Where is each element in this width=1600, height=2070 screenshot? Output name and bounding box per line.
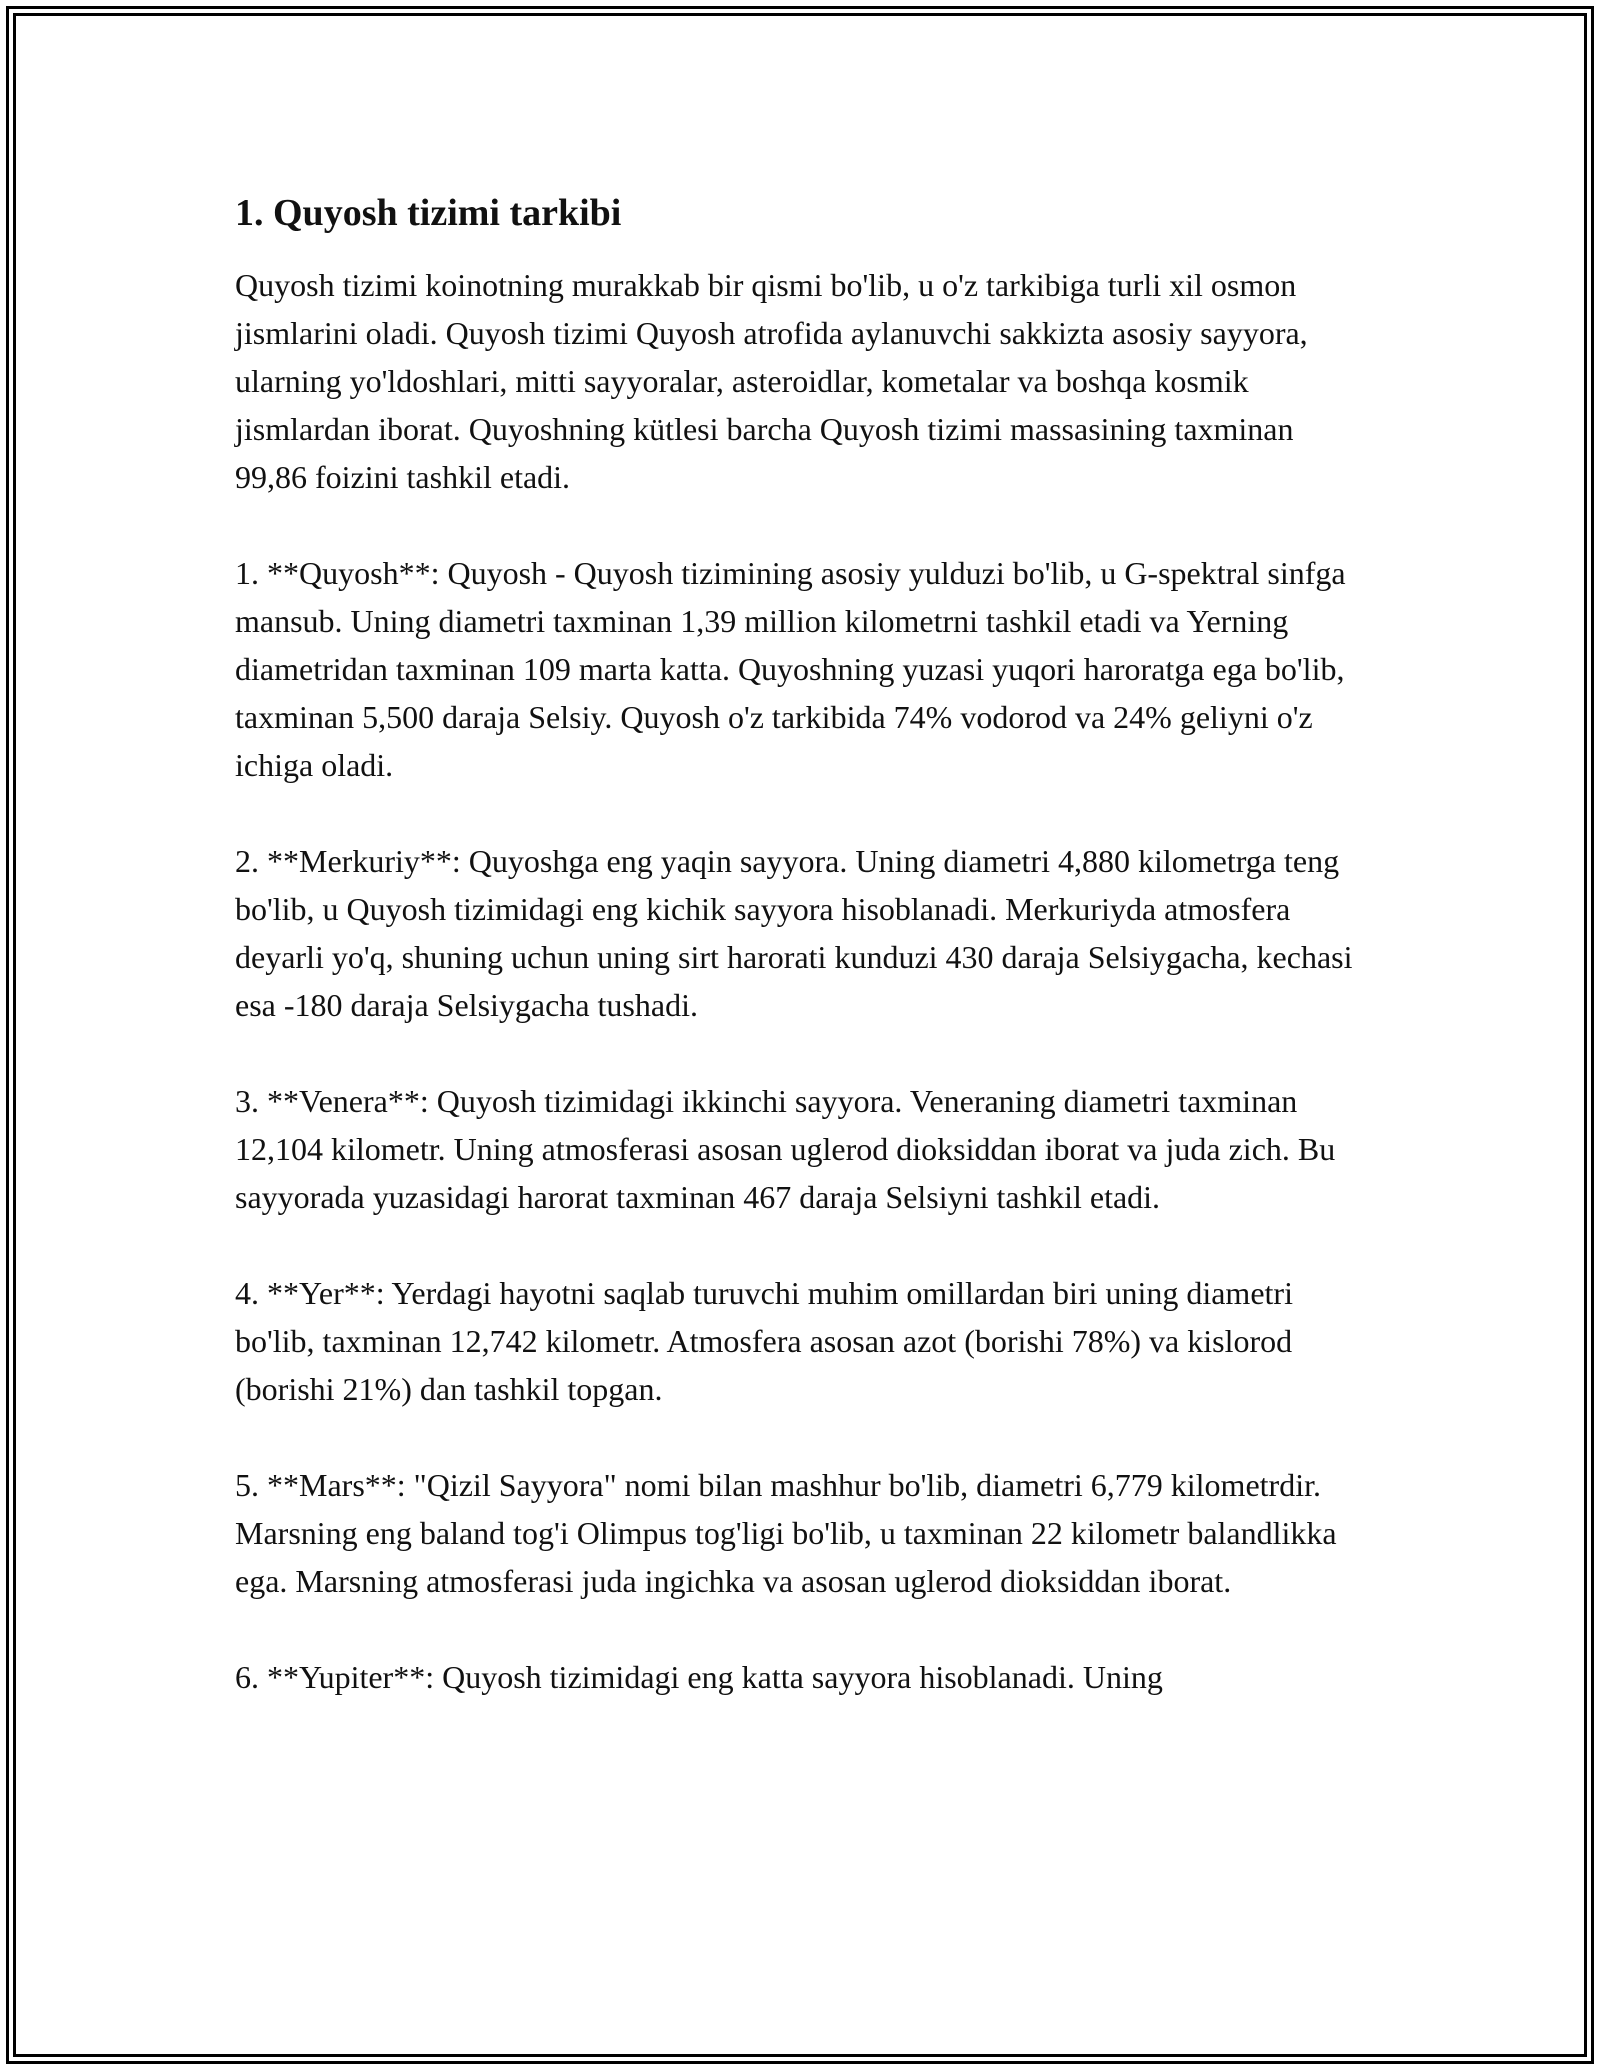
document-body (235, 185, 1365, 1749)
paragraph-mars: 5. **Mars**: "Qizil Sayyora" nomi bilan mashhur bo'lib, diametri 6,779 kilometrdir. Marsning eng baland tog'i Olimpus tog'ligi bo'lib, u taxminan 22 kilometr balandlikka ega. Marsning atmosferasi juda ingichka va asosan uglerod dioksiddan iborat. (235, 1467, 1337, 1599)
paragraph-yer: 4. **Yer**: Yerdagi hayotni saqlab turuvchi muhim omillardan biri uning diametri bo'lib, taxminan 12,742 kilometr. Atmosfera asosan azot (borishi 78%) va kislorod (borishi 21%) dan tashkil topgan. (235, 1275, 1293, 1407)
paragraph-quyosh: 1. **Quyosh**: Quyosh - Quyosh tizimining asosiy yulduzi bo'lib, u G-spektral sinfga mansub. Uning diametri taxminan 1,39 million kilometrni tashkil etadi va Yerning diametridan taxminan 109 marta katta. Quyoshning yuzasi yuqori haroratga ega bo'lib, taxminan 5,500 daraja Selsiy. Quyosh o'z tarkibida 74% vodorod va 24% geliyni o'z ichiga oladi. (235, 555, 1346, 783)
paragraph-intro: Quyosh tizimi koinotning murakkab bir qismi bo'lib, u o'z tarkibiga turli xil osmon jismlarini oladi. Quyosh tizimi Quyosh atrofida aylanuvchi sakkizta asosiy sayyora, ularning yo'ldoshlari, mitti sayyoralar, asteroidlar, kometalar va boshqa kosmik jismlardan iborat. Quyoshning kütlesi barcha Quyosh tizimi massasining taxminan 99,86 foizini tashkil etadi. (235, 267, 1308, 495)
paragraph-merkuriy: 2. **Merkuriy**: Quyoshga eng yaqin sayyora. Uning diametri 4,880 kilometrga teng bo'lib, u Quyosh tizimidagi eng kichik sayyora hisoblanadi. Merkuriyda atmosfera deyarli yo'q, shuning uchun uning sirt harorati kunduzi 430 daraja Selsiygacha, kechasi esa -180 daraja Selsiygacha tushadi. (235, 843, 1353, 1023)
paragraph-venera: 3. **Venera**: Quyosh tizimidagi ikkinchi sayyora. Veneraning diametri taxminan 12,104 kilometr. Uning atmosferasi asosan uglerod dioksiddan iborat va juda zich. Bu sayyorada yuzasidagi harorat taxminan 467 daraja Selsiyni tashkil etadi. (235, 1083, 1336, 1215)
document-title: 1. Quyosh tizimi tarkibi (235, 192, 622, 234)
paragraph-yupiter: 6. **Yupiter**: Quyosh tizimidagi eng katta sayyora hisoblanadi. Uning (235, 1659, 1163, 1695)
